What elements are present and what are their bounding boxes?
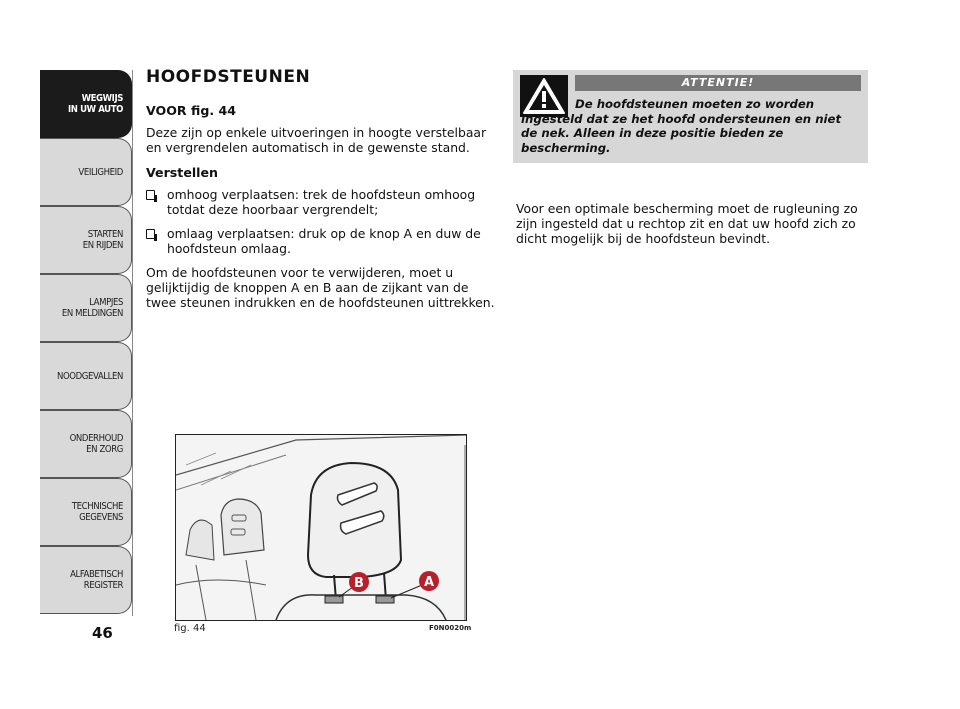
tab-label-1: TECHNISCHE xyxy=(71,501,123,512)
tab-starten[interactable] xyxy=(40,206,132,274)
headrest-illustration xyxy=(175,434,467,621)
tab-label-2: REGISTER xyxy=(83,580,123,591)
right-paragraph: Voor een optimale bescherming moet de rugleuning zo zijn ingesteld dat u rechtop zit en dat uw hoofd zich zo dicht mogelijk bij de hoofdsteun bevindt. xyxy=(516,201,858,246)
intro-paragraph: Deze zijn op enkele uitvoeringen in hoogte verstelbaar en vergrendelen automatisch in de gewenste stand. xyxy=(146,125,487,155)
tab-noodgevallen[interactable] xyxy=(40,342,132,410)
divider xyxy=(132,70,133,616)
checkbox-bullet-icon xyxy=(146,190,155,200)
tab-lampjes[interactable] xyxy=(40,274,132,342)
figure-caption: fig. 44 xyxy=(174,623,206,634)
page-number: 46 xyxy=(92,624,113,642)
marker-b-label: B xyxy=(354,576,364,591)
tab-technische[interactable] xyxy=(40,478,132,546)
list-item xyxy=(146,226,498,256)
adjust-heading: Verstellen xyxy=(146,165,219,180)
figure-code: F0N0020m xyxy=(429,624,472,632)
checkbox-bullet-icon xyxy=(146,229,155,239)
tab-label-1: WEGWIJS xyxy=(81,93,123,104)
tab-label-1: VEILIGHEID xyxy=(78,166,123,178)
tab-label-1: NOODGEVALLEN xyxy=(56,370,123,382)
tab-onderhoud[interactable] xyxy=(40,410,132,478)
list-item-text: omlaag verplaatsen: druk op de knop A en duw de hoofdsteun omlaag. xyxy=(167,226,481,256)
warning-text: De hoofdsteunen moeten zo worden ingesteld dat ze het hoofd ondersteunen en niet de nek. Alleen in deze positie bieden ze bescherming. xyxy=(521,97,842,155)
tab-label-1: ONDERHOUD xyxy=(69,433,123,444)
page-title: HOOFDSTEUNEN xyxy=(146,67,311,87)
tab-label-2: IN UW AUTO xyxy=(67,104,123,115)
marker-a-label: A xyxy=(423,575,435,590)
tab-veiligheid[interactable] xyxy=(40,138,132,206)
tab-label-2: GEGEVENS xyxy=(79,512,123,523)
removal-paragraph: Om de hoofdsteunen voor te verwijderen, moet u gelijktijdig de knoppen A en B aan de zijkant van de twee steunen indrukken en de hoofdsteunen uittrekken. xyxy=(146,265,495,310)
tab-label-1: STARTEN xyxy=(87,229,123,240)
tab-label-2: EN MELDINGEN xyxy=(61,308,123,319)
tab-alfabetisch[interactable] xyxy=(40,546,132,614)
list-item-text: omhoog verplaatsen: trek de hoofdsteun omhoog totdat deze hoorbaar vergrendelt; xyxy=(167,187,476,217)
warning-box xyxy=(513,70,868,163)
tab-label-2: EN ZORG xyxy=(86,444,123,455)
tab-label-1: ALFABETISCH xyxy=(70,569,123,580)
main-content xyxy=(146,67,498,320)
tab-wegwijs[interactable] xyxy=(40,70,132,138)
warning-title: ATTENTIE! xyxy=(575,75,861,91)
section-subtitle: VOOR fig. 44 xyxy=(146,103,237,118)
tab-label-1: LAMPJES xyxy=(89,297,123,308)
headrest-drawing xyxy=(176,435,466,620)
section-tabs xyxy=(40,70,132,614)
list-item xyxy=(146,187,498,217)
tab-label-2: EN RIJDEN xyxy=(82,240,123,251)
